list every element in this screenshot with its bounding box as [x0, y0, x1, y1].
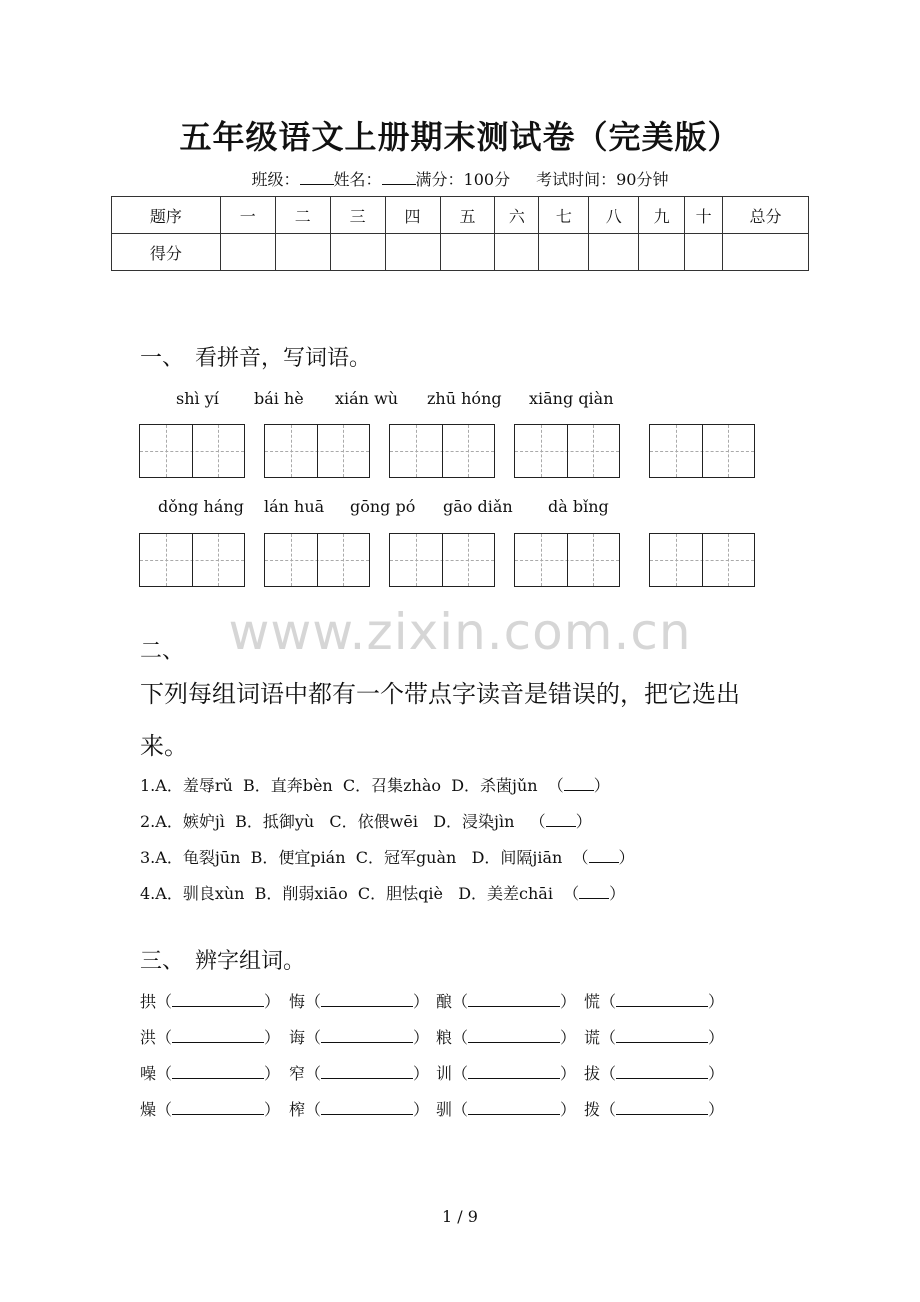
- writing-box[interactable]: [514, 533, 620, 587]
- section-2-instruction: 下列每组词语中都有一个带点字读音是错误的，把它选出来。: [140, 680, 740, 760]
- question-bracket: ）: [593, 776, 610, 795]
- score-row-label: 得分: [112, 234, 221, 271]
- score-header-cell: 六: [495, 197, 539, 234]
- word-group-item: 悔（ ）: [289, 992, 430, 1011]
- word-blank[interactable]: [172, 1100, 264, 1115]
- pinyin-text: shì yí: [176, 389, 219, 408]
- writing-grid-row: [0, 533, 920, 587]
- answer-blank[interactable]: [579, 885, 609, 899]
- score-header-cell: 七: [539, 197, 589, 234]
- score-value-row: [112, 234, 809, 271]
- word-blank[interactable]: [321, 1064, 413, 1079]
- question-text: 1.A．羞辱rǔ B．直奔bèn C．召集zhào D．杀菌jǔn （: [140, 776, 564, 795]
- character: 噪: [140, 1064, 157, 1083]
- question-item: [140, 845, 635, 868]
- character: 驯: [436, 1100, 453, 1119]
- question-text: 2.A．嫉妒jì B．抵御yù C．依偎wēi D．浸染jìn （: [140, 812, 546, 831]
- score-header-cell: 十: [685, 197, 723, 234]
- word-blank[interactable]: [616, 1100, 708, 1115]
- page-number: 1 / 9: [442, 1207, 478, 1226]
- writing-box[interactable]: [264, 533, 370, 587]
- word-group-row: [140, 1025, 740, 1047]
- character: 拱: [140, 992, 157, 1011]
- writing-box[interactable]: [139, 424, 245, 478]
- score-header-cell: 五: [440, 197, 495, 234]
- word-group-item: 谎（ ）: [584, 1028, 725, 1047]
- score-header-cell: 一: [220, 197, 275, 234]
- character: 拨: [584, 1100, 601, 1119]
- word-group-item: 窄（ ）: [289, 1064, 430, 1083]
- exam-info: [0, 167, 920, 190]
- writing-box[interactable]: [389, 424, 495, 478]
- answer-blank[interactable]: [546, 813, 576, 827]
- character: 燥: [140, 1100, 157, 1119]
- character: 洪: [140, 1028, 157, 1047]
- score-cell[interactable]: [440, 234, 495, 271]
- page-title: 五年级语文上册期末测试卷（完美版）: [179, 118, 741, 156]
- character: 诲: [289, 1028, 306, 1047]
- character: 悔: [289, 992, 306, 1011]
- word-blank[interactable]: [468, 1028, 560, 1043]
- word-group-row: [140, 1061, 740, 1083]
- word-group-item: 训（ ）: [436, 1064, 577, 1083]
- word-blank[interactable]: [616, 1064, 708, 1079]
- character: 训: [436, 1064, 453, 1083]
- pinyin-text: xián wù: [335, 389, 399, 408]
- word-blank[interactable]: [172, 1028, 264, 1043]
- score-table: [111, 196, 809, 271]
- question-text: 4.A．驯良xùn B．削弱xiāo C．胆怯qiè D．美差chāi （: [140, 884, 580, 903]
- score-cell[interactable]: [589, 234, 639, 271]
- pinyin-text: gāo diǎn: [443, 497, 513, 516]
- writing-box[interactable]: [649, 533, 755, 587]
- answer-blank[interactable]: [589, 849, 619, 863]
- character: 慌: [584, 992, 601, 1011]
- writing-box[interactable]: [514, 424, 620, 478]
- score-header-cell: 九: [639, 197, 685, 234]
- name-label: 姓名：: [333, 170, 382, 189]
- pinyin-text: dà bǐng: [548, 497, 609, 516]
- word-group-item: 拔（ ）: [584, 1064, 725, 1083]
- word-blank[interactable]: [468, 1100, 560, 1115]
- word-group-row: [140, 989, 740, 1011]
- score-cell[interactable]: [220, 234, 275, 271]
- character: 酿: [436, 992, 453, 1011]
- answer-blank[interactable]: [564, 777, 594, 791]
- question-bracket: ）: [618, 848, 635, 867]
- score-header-cell: 二: [275, 197, 330, 234]
- watermark: www.zixin.com.cn: [228, 603, 692, 661]
- pinyin-text: bái hè: [254, 389, 304, 408]
- score-cell[interactable]: [539, 234, 589, 271]
- score-cell[interactable]: [639, 234, 685, 271]
- class-blank[interactable]: [300, 170, 334, 185]
- question-item: [140, 773, 610, 796]
- word-group-item: 拨（ ）: [584, 1100, 725, 1119]
- score-header-cell: 三: [330, 197, 385, 234]
- word-group-item: 驯（ ）: [436, 1100, 577, 1119]
- question-item: [140, 881, 625, 904]
- score-cell[interactable]: [275, 234, 330, 271]
- pinyin-text: gōng pó: [350, 497, 416, 516]
- word-blank[interactable]: [321, 1100, 413, 1115]
- character: 拔: [584, 1064, 601, 1083]
- question-bracket: ）: [609, 884, 626, 903]
- score-cell[interactable]: [495, 234, 539, 271]
- score-header-cell: 四: [385, 197, 440, 234]
- word-group-row: [140, 1097, 740, 1119]
- section-1-heading: 一、 看拼音，写词语。: [140, 346, 372, 371]
- question-item: [140, 809, 592, 832]
- word-group-item: 拱（ ）: [140, 992, 281, 1011]
- score-header-cell: 题序: [112, 197, 221, 234]
- word-group-item: 噪（ ）: [140, 1064, 281, 1083]
- word-group-item: 酿（ ）: [436, 992, 577, 1011]
- word-blank[interactable]: [172, 992, 264, 1007]
- class-label: 班级：: [251, 170, 300, 189]
- word-blank[interactable]: [172, 1064, 264, 1079]
- score-cell[interactable]: [330, 234, 385, 271]
- word-blank[interactable]: [321, 1028, 413, 1043]
- score-cell[interactable]: [385, 234, 440, 271]
- character: 窄: [289, 1064, 306, 1083]
- word-group-item: 慌（ ）: [584, 992, 725, 1011]
- pinyin-text: xiāng qiàn: [529, 389, 614, 408]
- writing-box[interactable]: [649, 424, 755, 478]
- word-blank[interactable]: [616, 992, 708, 1007]
- word-blank[interactable]: [321, 992, 413, 1007]
- name-blank[interactable]: [382, 170, 416, 185]
- exam-time: 考试时间：90分钟: [536, 170, 669, 189]
- writing-box[interactable]: [139, 533, 245, 587]
- word-group-item: 诲（ ）: [289, 1028, 430, 1047]
- word-group-item: 燥（ ）: [140, 1100, 281, 1119]
- word-blank[interactable]: [468, 1064, 560, 1079]
- pinyin-text: zhū hóng: [427, 389, 502, 408]
- pinyin-text: dǒng háng: [158, 497, 244, 516]
- word-group-item: 榨（ ）: [289, 1100, 430, 1119]
- character: 榨: [289, 1100, 306, 1119]
- character: 谎: [584, 1028, 601, 1047]
- section-3-heading: 三、 辨字组词。: [140, 949, 306, 974]
- character: 粮: [436, 1028, 453, 1047]
- score-cell[interactable]: [685, 234, 723, 271]
- word-blank[interactable]: [468, 992, 560, 1007]
- word-group-item: 粮（ ）: [436, 1028, 577, 1047]
- pinyin-text: lán huā: [264, 497, 325, 516]
- question-text: 3.A．龟裂jūn B．便宜pián C．冠军guàn D．间隔jiān （: [140, 848, 589, 867]
- score-header-row: [112, 197, 809, 234]
- writing-box[interactable]: [264, 424, 370, 478]
- writing-grid-row: [0, 424, 920, 478]
- word-group-item: 洪（ ）: [140, 1028, 281, 1047]
- score-header-cell: 总分: [723, 197, 809, 234]
- word-blank[interactable]: [616, 1028, 708, 1043]
- score-cell[interactable]: [723, 234, 809, 271]
- full-score: 满分：100分: [415, 170, 511, 189]
- writing-box[interactable]: [389, 533, 495, 587]
- question-bracket: ）: [575, 812, 592, 831]
- section-2-heading: 二、: [140, 639, 185, 664]
- score-header-cell: 八: [589, 197, 639, 234]
